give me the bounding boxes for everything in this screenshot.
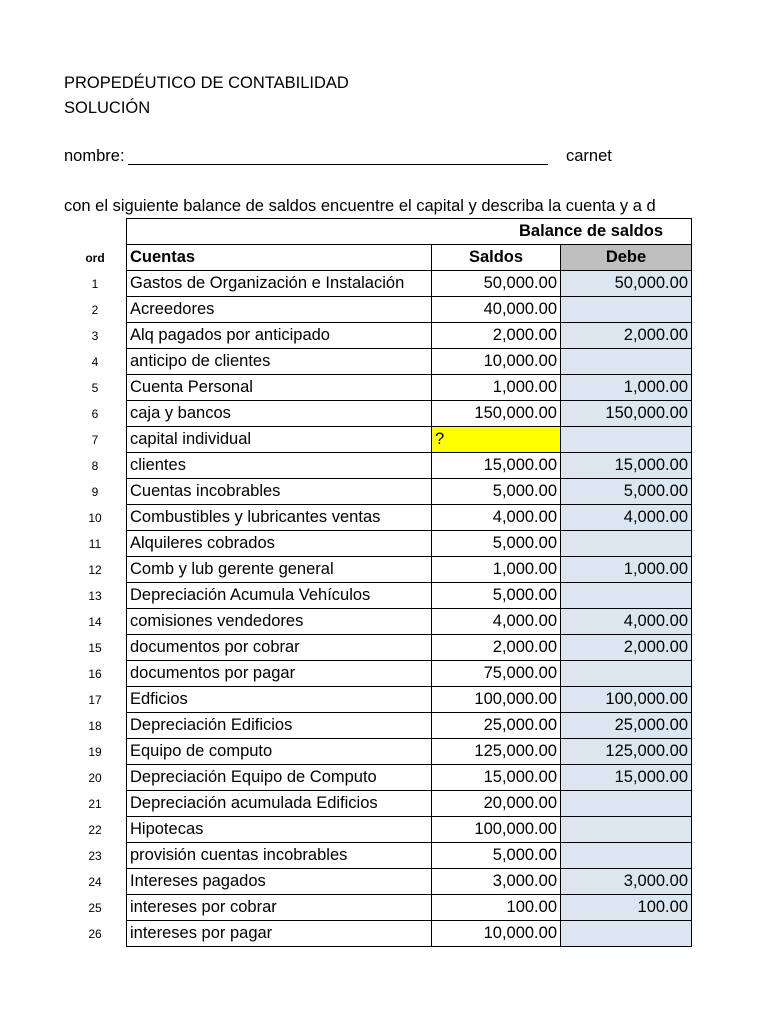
debe-cell[interactable] bbox=[561, 297, 692, 323]
debe-cell[interactable]: 15,000.00 bbox=[561, 453, 692, 479]
saldo-cell[interactable]: 5,000.00 bbox=[432, 843, 561, 869]
table-row bbox=[127, 427, 692, 453]
cuenta-cell[interactable]: Depreciación Acumula Vehículos bbox=[127, 583, 432, 609]
ord-number: 12 bbox=[88, 563, 102, 577]
ord-number: 14 bbox=[88, 615, 102, 629]
saldo-cell[interactable]: 125,000.00 bbox=[432, 739, 561, 765]
table-row bbox=[127, 401, 692, 427]
debe-cell[interactable]: 50,000.00 bbox=[561, 271, 692, 297]
table-row bbox=[127, 687, 692, 713]
debe-cell[interactable]: 2,000.00 bbox=[561, 635, 692, 661]
table-row bbox=[127, 271, 692, 297]
cuenta-cell[interactable]: Acreedores bbox=[127, 297, 432, 323]
saldo-cell[interactable]: 40,000.00 bbox=[432, 297, 561, 323]
cuenta-cell[interactable]: provisión cuentas incobrables bbox=[127, 843, 432, 869]
debe-cell[interactable]: 15,000.00 bbox=[561, 765, 692, 791]
table-row bbox=[127, 817, 692, 843]
cuenta-cell[interactable]: Edficios bbox=[127, 687, 432, 713]
cuenta-cell[interactable]: caja y bancos bbox=[127, 401, 432, 427]
ord-number: 17 bbox=[88, 693, 102, 707]
table-row bbox=[127, 635, 692, 661]
cuenta-cell[interactable]: documentos por cobrar bbox=[127, 635, 432, 661]
table-row bbox=[127, 661, 692, 687]
header-cuentas: Cuentas bbox=[127, 245, 432, 271]
debe-cell[interactable] bbox=[561, 661, 692, 687]
cuenta-cell[interactable]: intereses por cobrar bbox=[127, 895, 432, 921]
blank-cell bbox=[127, 219, 432, 245]
saldo-cell[interactable]: 2,000.00 bbox=[432, 635, 561, 661]
cuenta-cell[interactable]: intereses por pagar bbox=[127, 921, 432, 947]
ord-number: 9 bbox=[91, 485, 99, 499]
table-row bbox=[127, 869, 692, 895]
table-row bbox=[127, 895, 692, 921]
debe-cell[interactable]: 4,000.00 bbox=[561, 505, 692, 531]
saldo-cell[interactable]: 5,000.00 bbox=[432, 479, 561, 505]
table-row bbox=[127, 479, 692, 505]
saldo-cell[interactable]: 3,000.00 bbox=[432, 869, 561, 895]
header-saldos: Saldos bbox=[432, 245, 561, 271]
ord-number: 25 bbox=[88, 901, 102, 915]
table-row bbox=[127, 609, 692, 635]
ord-number: 11 bbox=[88, 537, 102, 551]
cuenta-cell[interactable]: Comb y lub gerente general bbox=[127, 557, 432, 583]
ord-number: 20 bbox=[88, 771, 102, 785]
document-subtitle: SOLUCIÓN bbox=[64, 99, 151, 117]
ord-number: 4 bbox=[91, 355, 99, 369]
ord-number: 10 bbox=[88, 511, 102, 525]
ord-number: 18 bbox=[88, 719, 102, 733]
ord-number: 1 bbox=[91, 277, 99, 291]
saldo-cell[interactable]: 10,000.00 bbox=[432, 921, 561, 947]
saldo-cell[interactable]: 75,000.00 bbox=[432, 661, 561, 687]
saldo-cell[interactable]: 4,000.00 bbox=[432, 609, 561, 635]
saldo-cell[interactable]: 5,000.00 bbox=[432, 583, 561, 609]
table-row bbox=[127, 505, 692, 531]
ord-number: 8 bbox=[91, 459, 99, 473]
nombre-field[interactable] bbox=[128, 149, 548, 165]
ord-number: 24 bbox=[88, 875, 102, 889]
ord-number: 5 bbox=[91, 381, 99, 395]
cuenta-cell[interactable]: Depreciación Equipo de Computo bbox=[127, 765, 432, 791]
table-row bbox=[127, 323, 692, 349]
table-row bbox=[127, 453, 692, 479]
table-row bbox=[127, 583, 692, 609]
ord-number: 26 bbox=[88, 927, 102, 941]
cuenta-cell[interactable]: Depreciación acumulada Edificios bbox=[127, 791, 432, 817]
table-row bbox=[127, 713, 692, 739]
ord-number: 6 bbox=[91, 407, 99, 421]
cuenta-cell[interactable]: Equipo de computo bbox=[127, 739, 432, 765]
debe-cell[interactable] bbox=[561, 817, 692, 843]
debe-cell[interactable]: 5,000.00 bbox=[561, 479, 692, 505]
debe-cell[interactable]: 100.00 bbox=[561, 895, 692, 921]
cuenta-cell[interactable]: Cuentas incobrables bbox=[127, 479, 432, 505]
table-row bbox=[127, 557, 692, 583]
ord-number: 15 bbox=[88, 641, 102, 655]
ord-number: 21 bbox=[88, 797, 102, 811]
ord-number: 3 bbox=[91, 329, 99, 343]
ord-number: 13 bbox=[88, 589, 102, 603]
saldo-cell[interactable]: 25,000.00 bbox=[432, 713, 561, 739]
debe-cell[interactable]: 25,000.00 bbox=[561, 713, 692, 739]
cuenta-cell[interactable]: documentos por pagar bbox=[127, 661, 432, 687]
saldo-cell[interactable]: 50,000.00 bbox=[432, 271, 561, 297]
debe-cell[interactable]: 150,000.00 bbox=[561, 401, 692, 427]
ord-number: 2 bbox=[91, 303, 99, 317]
debe-cell[interactable]: 100,000.00 bbox=[561, 687, 692, 713]
saldo-cell[interactable]: 2,000.00 bbox=[432, 323, 561, 349]
debe-cell[interactable]: 3,000.00 bbox=[561, 869, 692, 895]
debe-cell[interactable] bbox=[561, 921, 692, 947]
instruction-text: con el siguiente balance de saldos encuentre el capital y describa la cuenta y a d bbox=[64, 197, 656, 215]
saldo-cell[interactable]: 100,000.00 bbox=[432, 687, 561, 713]
debe-cell[interactable] bbox=[561, 531, 692, 557]
ord-number: 22 bbox=[88, 823, 102, 837]
saldo-cell[interactable]: 100.00 bbox=[432, 895, 561, 921]
debe-cell[interactable]: 1,000.00 bbox=[561, 557, 692, 583]
cuenta-cell[interactable]: Alquileres cobrados bbox=[127, 531, 432, 557]
header-debe: Debe bbox=[561, 245, 692, 271]
cuenta-cell[interactable]: capital individual bbox=[127, 427, 432, 453]
debe-cell[interactable]: 125,000.00 bbox=[561, 739, 692, 765]
cuenta-cell[interactable]: Hipotecas bbox=[127, 817, 432, 843]
saldo-cell[interactable]: 100,000.00 bbox=[432, 817, 561, 843]
table-row bbox=[127, 791, 692, 817]
saldo-cell[interactable]: 15,000.00 bbox=[432, 765, 561, 791]
carnet-label: carnet bbox=[566, 147, 612, 165]
debe-cell[interactable] bbox=[561, 843, 692, 869]
cuenta-cell[interactable]: comisiones vendedores bbox=[127, 609, 432, 635]
balance-table bbox=[126, 218, 692, 947]
saldo-cell[interactable]: 10,000.00 bbox=[432, 349, 561, 375]
debe-cell[interactable]: 2,000.00 bbox=[561, 323, 692, 349]
table-row bbox=[127, 375, 692, 401]
table-row bbox=[127, 843, 692, 869]
debe-cell[interactable]: 4,000.00 bbox=[561, 609, 692, 635]
ord-number: 23 bbox=[88, 849, 102, 863]
table-row bbox=[127, 765, 692, 791]
table-row bbox=[127, 921, 692, 947]
column-header-row bbox=[127, 245, 692, 271]
cuenta-cell[interactable]: anticipo de clientes bbox=[127, 349, 432, 375]
ord-number: 7 bbox=[91, 433, 99, 447]
table-row bbox=[127, 531, 692, 557]
saldo-cell[interactable]: 20,000.00 bbox=[432, 791, 561, 817]
ord-column bbox=[64, 245, 126, 947]
cuenta-cell[interactable]: Combustibles y lubricantes ventas bbox=[127, 505, 432, 531]
section-title: Balance de saldos bbox=[432, 219, 692, 245]
table-row bbox=[127, 297, 692, 323]
saldo-cell[interactable]: 1,000.00 bbox=[432, 375, 561, 401]
debe-cell[interactable] bbox=[561, 427, 692, 453]
debe-cell[interactable]: 1,000.00 bbox=[561, 375, 692, 401]
saldo-cell[interactable]: ? bbox=[432, 427, 561, 453]
cuenta-cell[interactable]: Gastos de Organización e Instalación bbox=[127, 271, 432, 297]
document-title: PROPEDÉUTICO DE CONTABILIDAD bbox=[64, 74, 349, 92]
ord-header: ord bbox=[85, 251, 105, 265]
cuenta-cell[interactable]: clientes bbox=[127, 453, 432, 479]
cuenta-cell[interactable]: Intereses pagados bbox=[127, 869, 432, 895]
saldo-cell[interactable]: 15,000.00 bbox=[432, 453, 561, 479]
saldo-cell[interactable]: 150,000.00 bbox=[432, 401, 561, 427]
saldo-cell[interactable]: 5,000.00 bbox=[432, 531, 561, 557]
debe-cell[interactable] bbox=[561, 349, 692, 375]
table-row bbox=[127, 349, 692, 375]
debe-cell[interactable] bbox=[561, 583, 692, 609]
saldo-cell[interactable]: 1,000.00 bbox=[432, 557, 561, 583]
saldo-cell[interactable]: 4,000.00 bbox=[432, 505, 561, 531]
table-title-row bbox=[127, 219, 692, 245]
cuenta-cell[interactable]: Alq pagados por anticipado bbox=[127, 323, 432, 349]
cuenta-cell[interactable]: Cuenta Personal bbox=[127, 375, 432, 401]
debe-cell[interactable] bbox=[561, 791, 692, 817]
cuenta-cell[interactable]: Depreciación Edificios bbox=[127, 713, 432, 739]
ord-number: 19 bbox=[88, 745, 102, 759]
ord-number: 16 bbox=[88, 667, 102, 681]
nombre-label: nombre: bbox=[64, 147, 125, 165]
table-row bbox=[127, 739, 692, 765]
